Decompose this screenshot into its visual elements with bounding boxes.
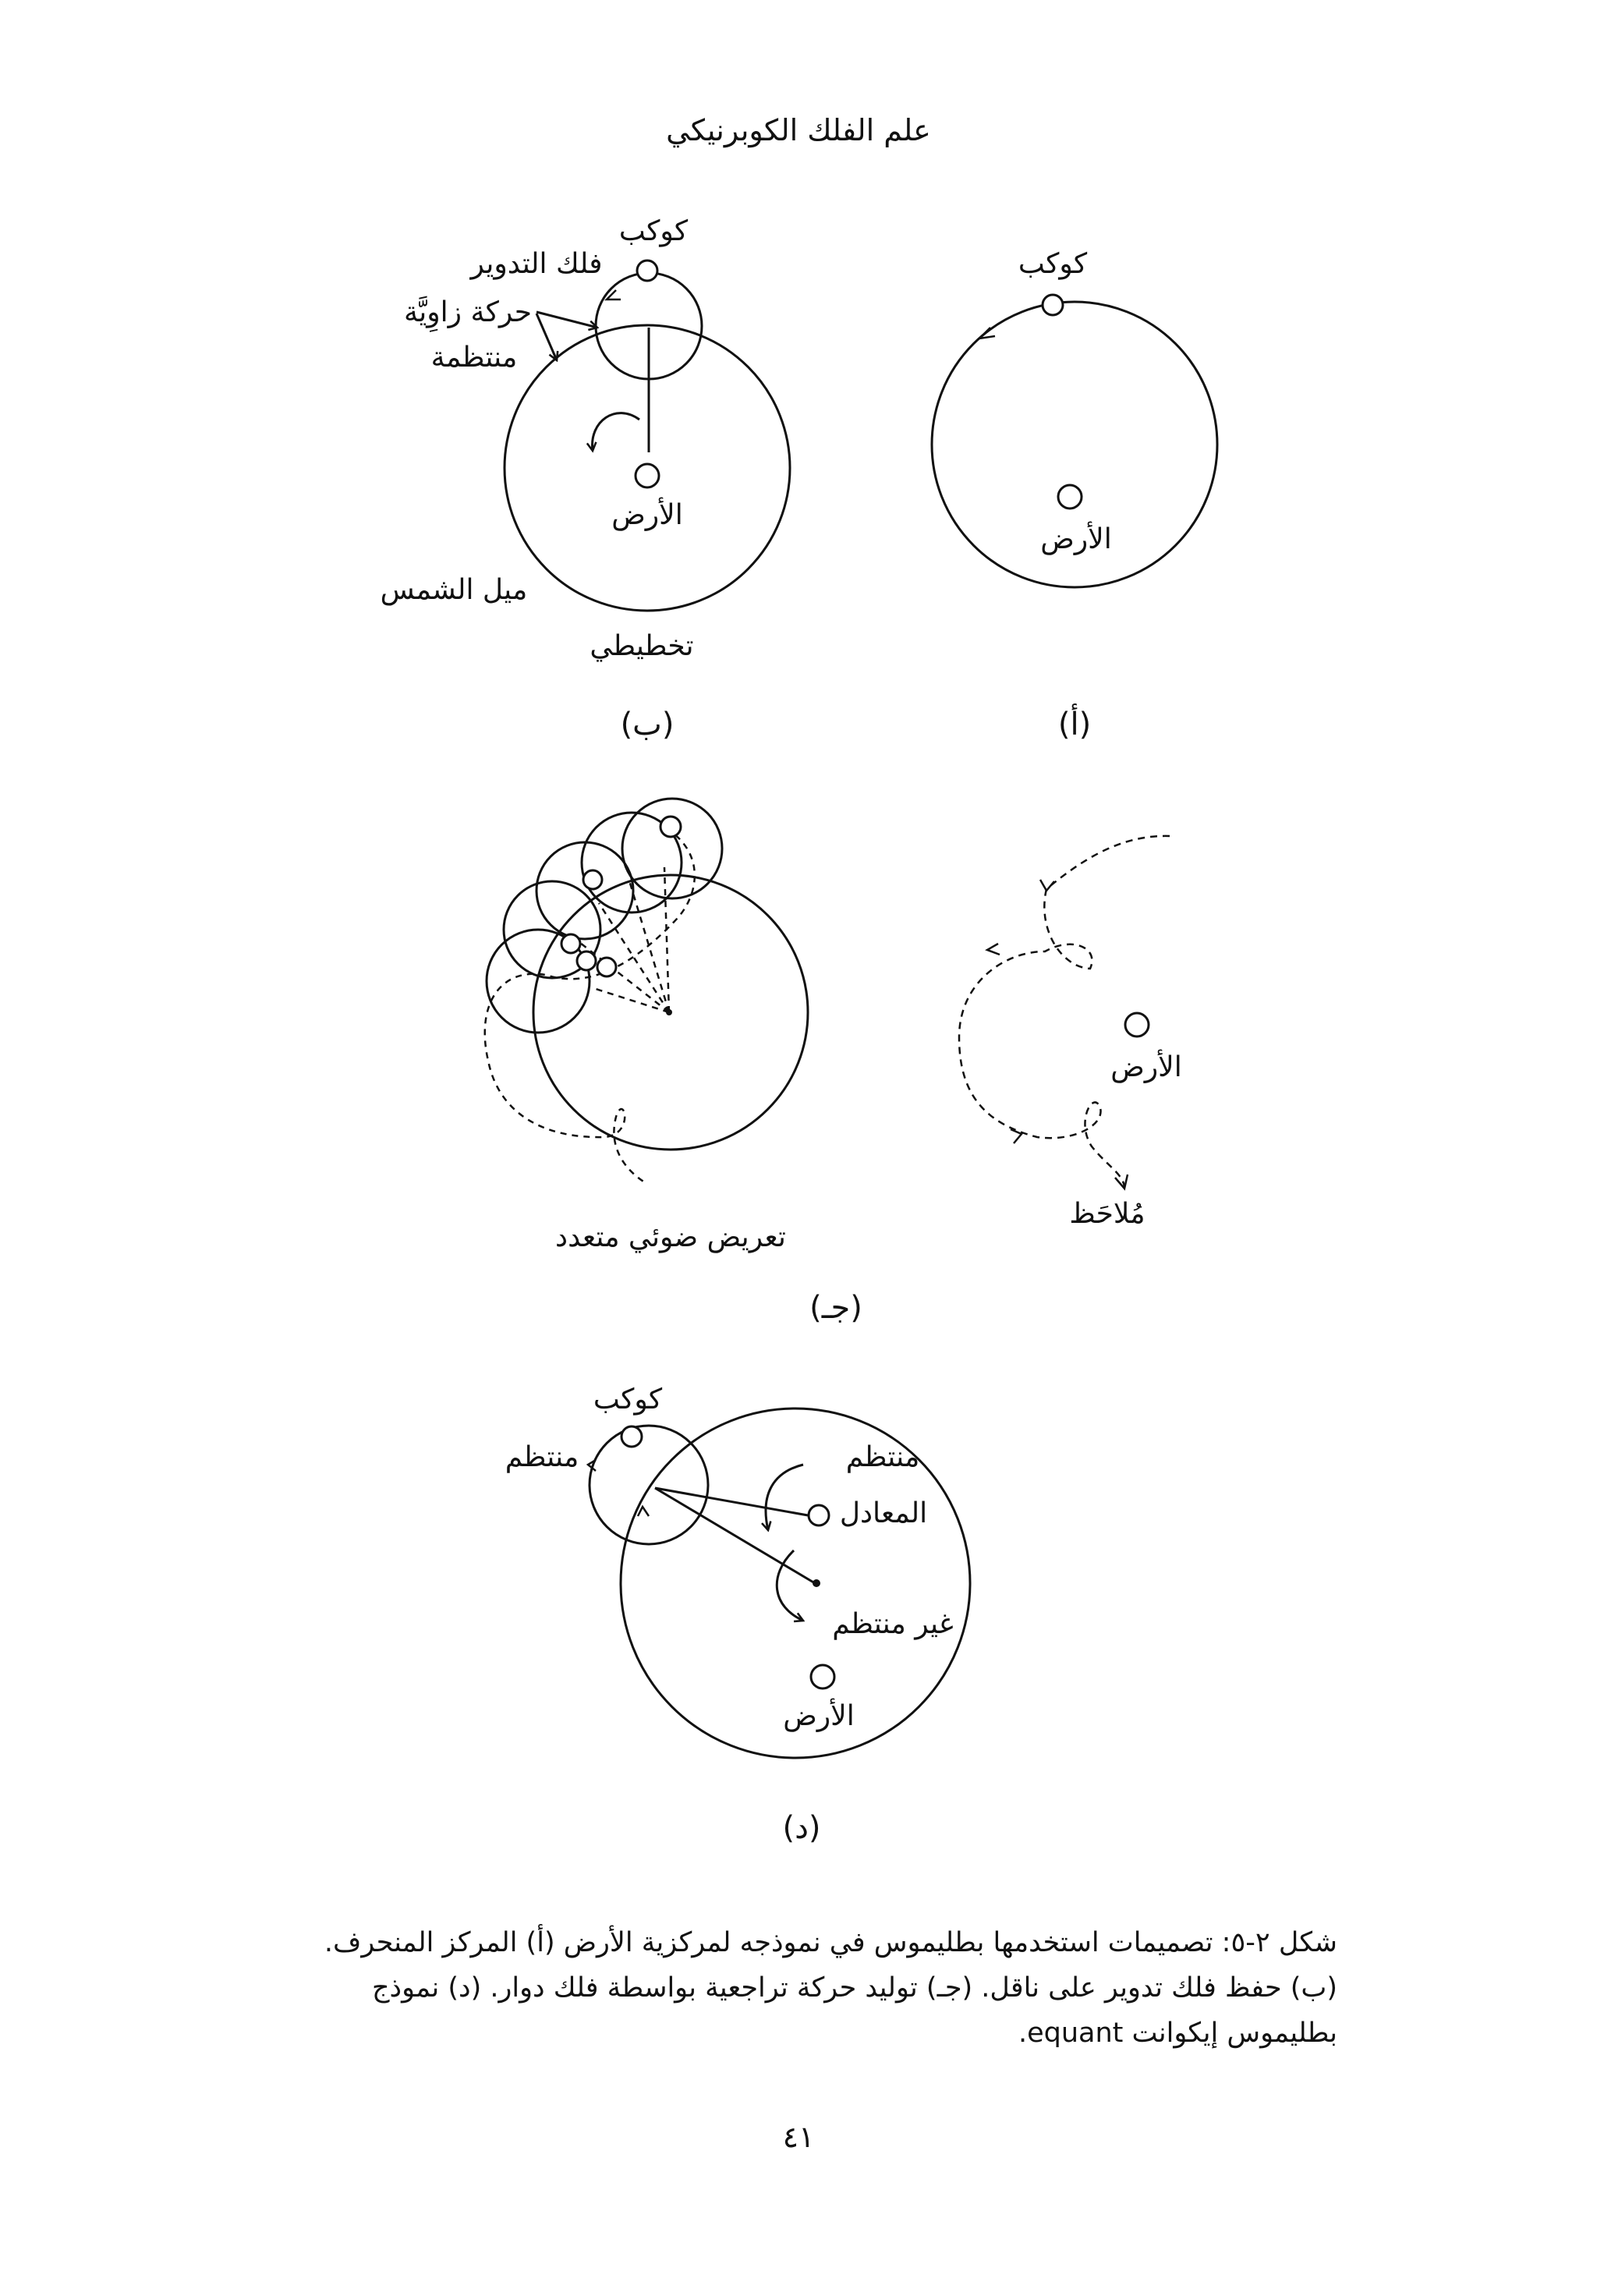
earth-center [666, 1009, 672, 1015]
caption-line: (ب) حفظ فلك تدوير على ناقل. (جـ) توليد حركة تراجعية بواسطة فلك دوار. (د) نموذج [371, 1972, 1337, 2004]
earth-label: الأرض [611, 499, 683, 531]
caption-line: بطليموس إيكوانت equant. [1018, 2018, 1337, 2049]
epicycle-label: فلك التدوير [470, 248, 603, 280]
earth-marker [811, 1665, 834, 1688]
direction-arrow [1115, 1175, 1128, 1189]
uniform-motion-pointer [536, 312, 597, 328]
observed-retrograde-path [959, 836, 1170, 1187]
planet-marker [621, 1426, 642, 1447]
planet-position [660, 817, 681, 837]
direction-arrow [1011, 1129, 1022, 1143]
radius-line [569, 934, 669, 1012]
nonuniform-label: غير منتظم [832, 1608, 954, 1640]
uniform-motion-label-1: حركة زاوِيَّة [403, 296, 533, 328]
uniform-motion-label-2: منتظمة [430, 342, 518, 374]
planet-marker [637, 260, 657, 281]
equant-marker [809, 1505, 829, 1525]
panel-d [505, 1384, 970, 1846]
panel-d-label: (د) [782, 1810, 821, 1846]
page-number: ٤١ [782, 2120, 815, 2154]
panel-b-label: (ب) [620, 707, 675, 742]
panel-c-observed [959, 836, 1182, 1230]
earth-label: الأرض [783, 1700, 855, 1732]
planet-label: كوكب [618, 215, 689, 247]
panel-c-multiple-exposure [485, 799, 808, 1253]
planet-position [597, 958, 616, 976]
sun-inclination-label: ميل الشمس [380, 574, 528, 606]
uniform-arrow [766, 1465, 803, 1530]
epicycle-exposure [622, 799, 722, 898]
planet-label: كوكب [593, 1384, 663, 1416]
planet-label: كوكب [1018, 248, 1088, 280]
planet-position [577, 951, 596, 970]
equant-label: المعادل [839, 1497, 928, 1529]
nonuniform-arrow [777, 1550, 803, 1621]
direction-arrow [1040, 880, 1054, 891]
multiple-exposure-label: تعريض ضوئي متعدد [555, 1221, 786, 1253]
page-title: علم الفلك الكوبرنيكي [666, 113, 931, 147]
radius-line [596, 989, 669, 1012]
observed-label: مُلاحَظ [1069, 1198, 1146, 1230]
uniform-right-label: منتظم [845, 1441, 920, 1473]
planet-marker [1043, 295, 1063, 315]
earth-marker [636, 464, 659, 487]
direction-arrow [987, 944, 1000, 955]
planet-position [561, 934, 580, 953]
figure-caption [277, 1920, 1337, 2056]
epicycle [590, 1426, 708, 1544]
epicycle-direction-arrow [638, 1507, 649, 1516]
panel-c-label: (جـ) [809, 1290, 862, 1326]
uniform-motion-pointer [536, 314, 557, 360]
panel-a-label: (أ) [1057, 707, 1092, 742]
schematic-label: تخطيطي [590, 630, 694, 662]
radius-line [664, 867, 669, 1012]
panel-b [381, 215, 790, 742]
earth-marker [1058, 485, 1082, 508]
earth-marker [1125, 1013, 1149, 1036]
earth-label: الأرض [1040, 523, 1112, 555]
epicycle-exposure [536, 842, 633, 939]
uniform-left-label: منتظم [505, 1441, 579, 1473]
planet-position [583, 870, 602, 889]
earth-label: الأرض [1110, 1051, 1182, 1083]
panel-a [932, 248, 1217, 742]
rotation-arrow [593, 413, 639, 451]
caption-line: شكل ٢-٥: تصميمات استخدمها بطليموس في نموذجه لمركزية الأرض (أ) المركز المنحرف. [324, 1927, 1337, 1958]
